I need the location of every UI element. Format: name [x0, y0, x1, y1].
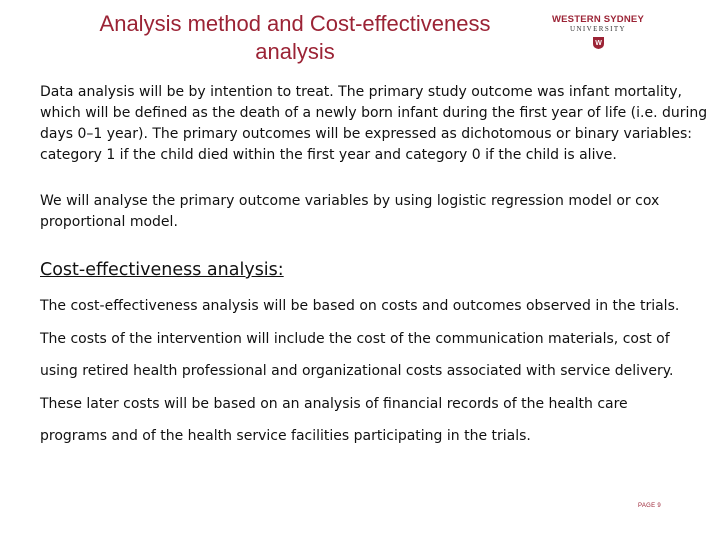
- logo-name-line-1: WESTERN SYDNEY: [551, 14, 644, 25]
- cea-line-3: using retired health professional and organizational costs associated with service delivery.: [40, 363, 674, 379]
- slide-title-line-1: Analysis method and Cost-effectiveness: [99, 11, 491, 36]
- logo-name-line-2: UNIVERSITY: [570, 25, 626, 33]
- university-logo: [548, 14, 648, 49]
- cea-line-1: The cost-effectiveness analysis will be based on costs and outcomes observed in the trials.: [40, 298, 680, 314]
- paragraph-analysis-method: Data analysis will be by intention to treat. The primary study outcome was infant mortality, which will be defined as the death of a newly born infant during the first year of life (i.e. during days 0–1 year). The primary outcomes will be expressed as dichotomous or binary variables: category 1 if the child died within the first year and category 0 if the child is alive.: [40, 84, 708, 163]
- paragraph-regression-model: We will analyse the primary outcome variables by using logistic regression model or cox proportional model.: [40, 193, 660, 230]
- section-heading-cost-effectiveness: Cost-effectiveness analysis:: [40, 260, 284, 280]
- cea-line-2: The costs of the intervention will include the cost of the communication materials, cost of: [40, 330, 670, 347]
- cost-effectiveness-text: [40, 290, 712, 453]
- shield-icon: [593, 37, 604, 49]
- cea-line-5: programs and of the health service facilities participating in the trials.: [40, 428, 531, 444]
- shield-letter: W: [594, 40, 602, 47]
- slide-title: [40, 10, 550, 66]
- cea-line-4: These later costs will be based on an analysis of financial records of the health care: [40, 395, 628, 412]
- slide-title-line-2: analysis: [255, 39, 335, 64]
- page-number: PAGE 9: [638, 503, 662, 509]
